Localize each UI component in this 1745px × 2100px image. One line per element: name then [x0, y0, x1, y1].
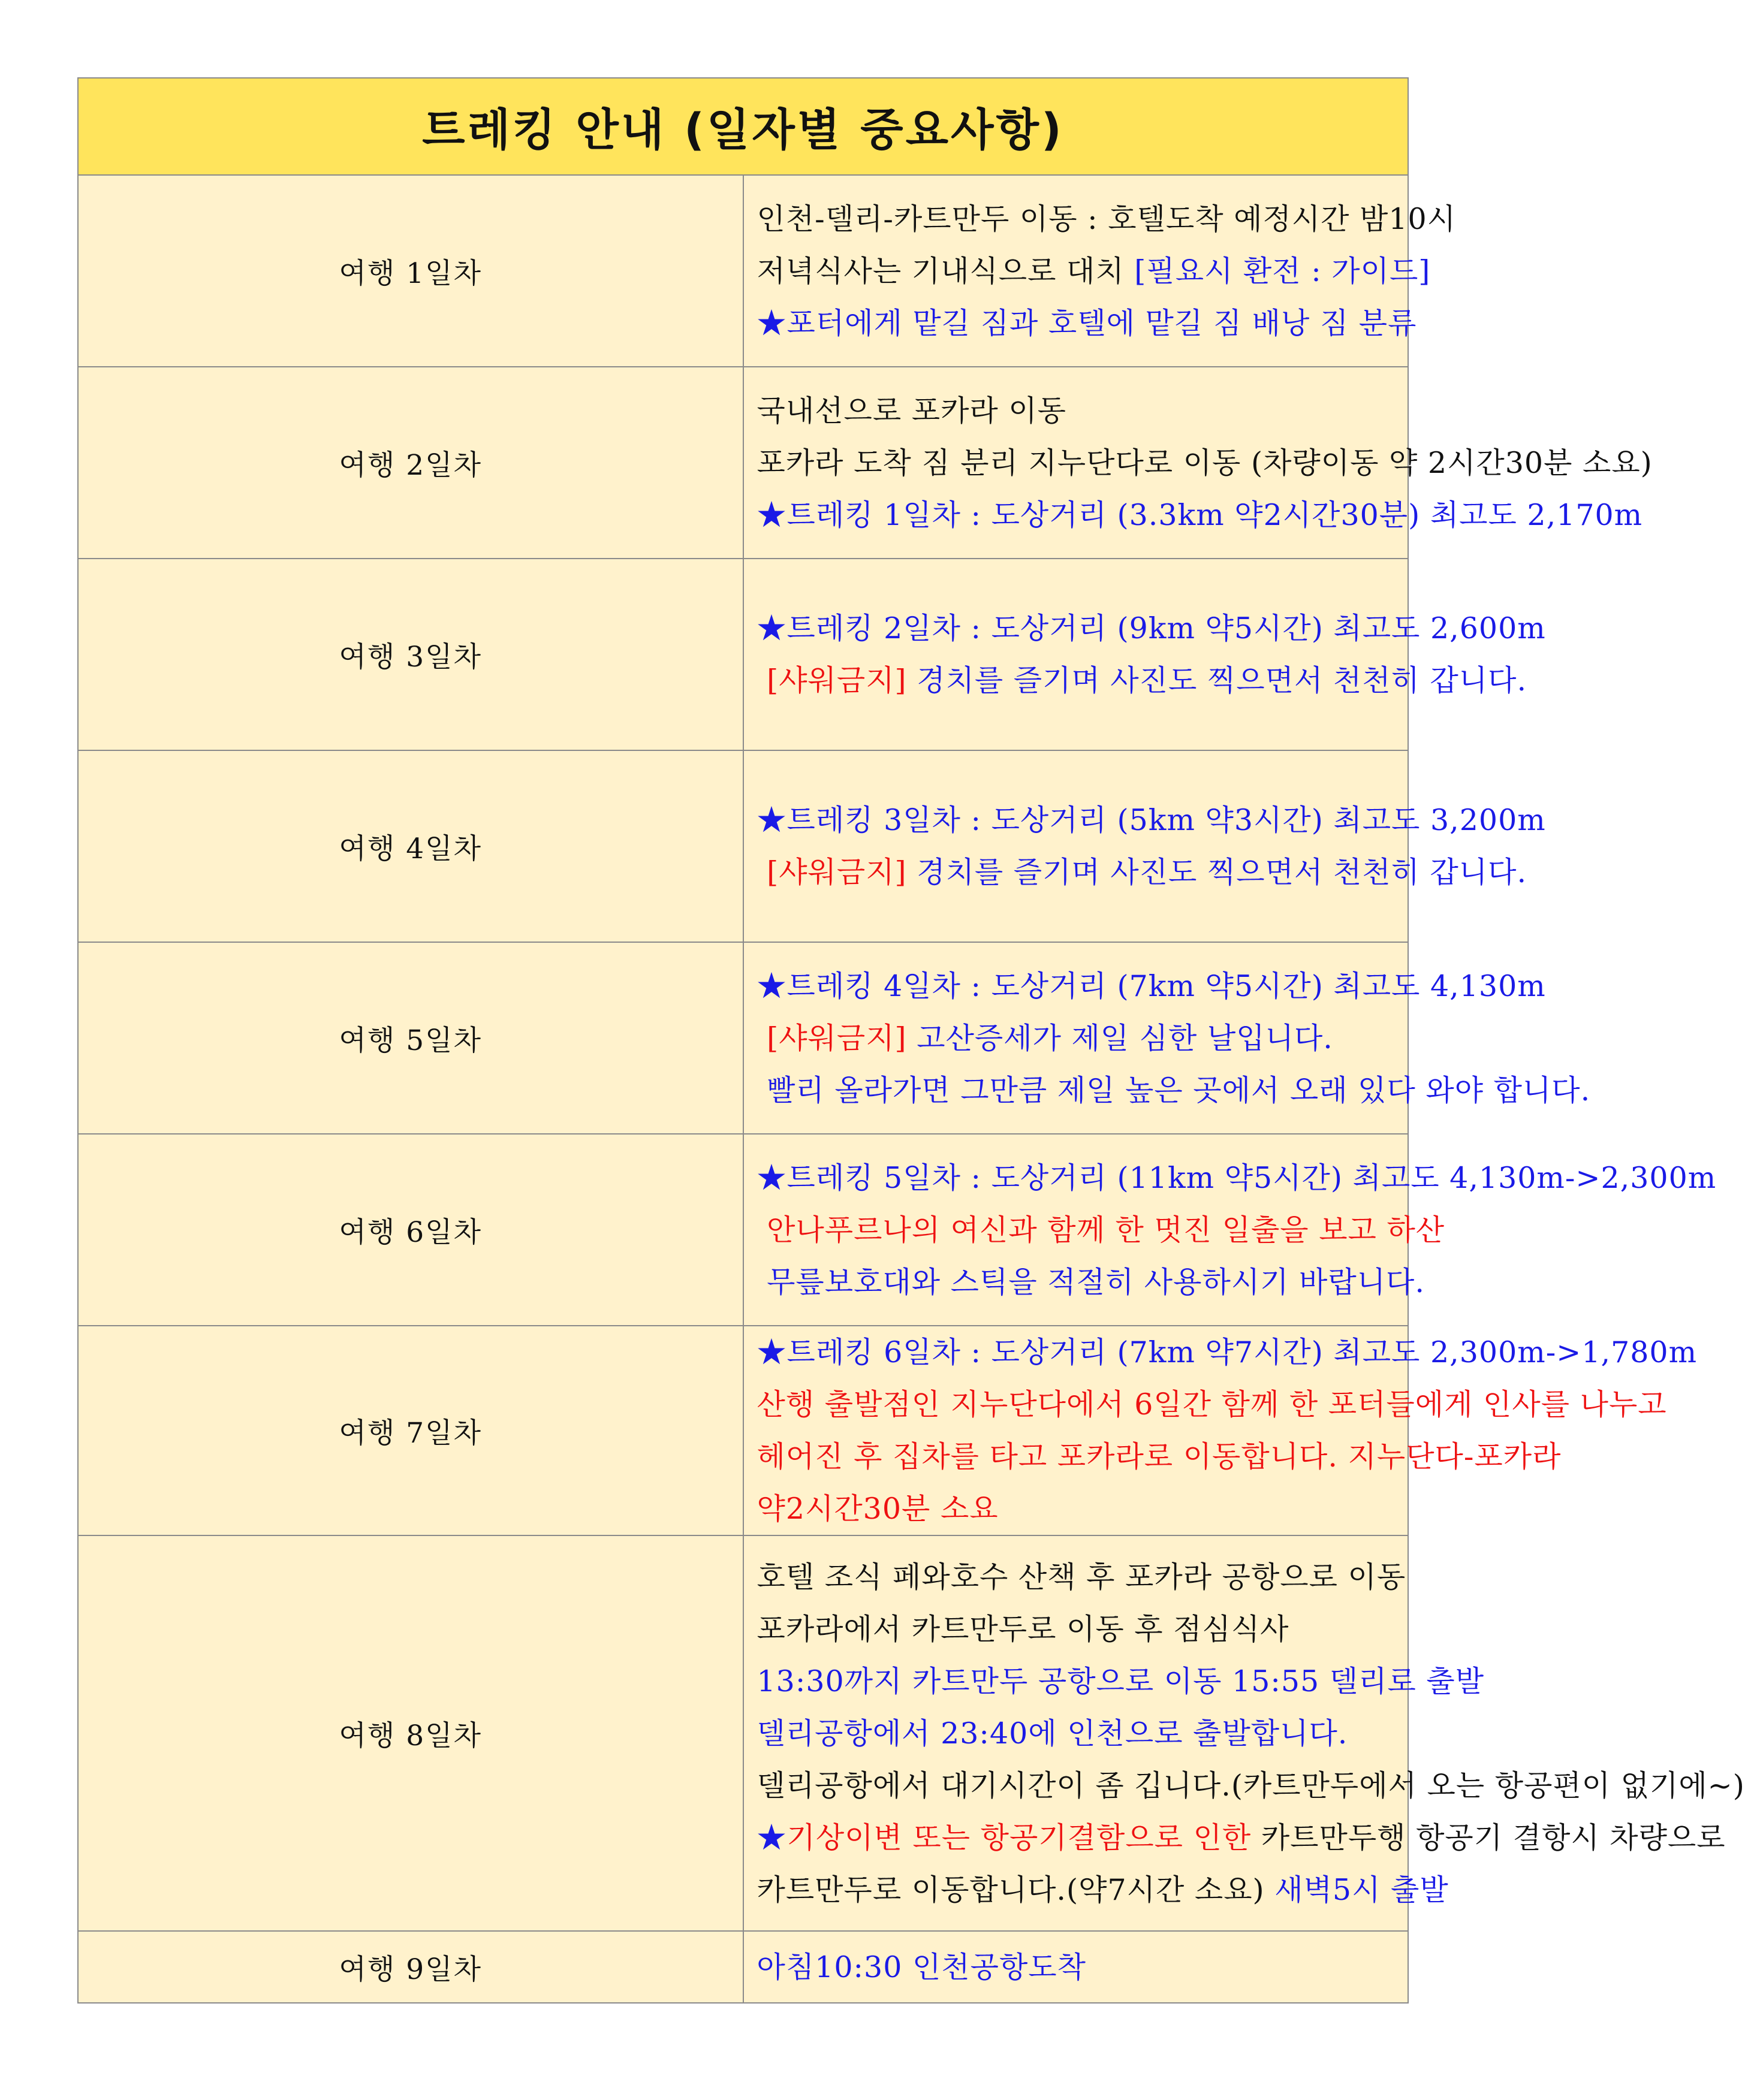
detail-text: 델리공항에서 23:40에 인천으로 출발합니다. — [757, 1716, 1348, 1751]
detail-text: 델리공항에서 대기시간이 좀 깁니다.(카트만두에서 오는 항공편이 없기에~) — [757, 1768, 1745, 1803]
day-label: 여행 6일차 — [78, 1134, 743, 1326]
detail-line — [757, 960, 1546, 1012]
detail-line — [757, 297, 1417, 349]
detail-line — [757, 654, 1527, 707]
day-details — [743, 1134, 1717, 1326]
day-details — [743, 559, 1546, 750]
detail-line — [757, 1864, 1449, 1916]
detail-text: ★트레킹 3일차 : 도상거리 (5km 약3시간) 최고도 3,200m — [757, 803, 1546, 837]
detail-text: 카트만두행 항공기 결항시 차량으로 — [1251, 1820, 1726, 1855]
detail-line — [757, 1655, 1485, 1707]
day-row — [78, 367, 1408, 559]
detail-text: 헤어진 후 집차를 타고 포카라로 이동합니다. 지누단다-포카라 — [757, 1440, 1562, 1474]
itinerary-table-body — [78, 78, 1745, 2003]
day-label: 여행 8일차 — [78, 1535, 743, 1931]
day-row — [78, 1326, 1408, 1535]
detail-text: 호텔 조식 페와호수 산책 후 포카라 공항으로 이동 — [757, 1559, 1406, 1594]
detail-text: ★트레킹 5일차 : 도상거리 (11km 약5시간) 최고도 4,130m->2,300m — [757, 1160, 1717, 1195]
day-row — [78, 1535, 1408, 1931]
detail-line — [757, 1256, 1425, 1308]
day-label: 여행 3일차 — [78, 559, 743, 750]
detail-text: 경치를 즐기며 사진도 찍으면서 천천히 갑니다. — [906, 855, 1527, 889]
detail-text: ★포터에게 맡길 짐과 호텔에 맡길 짐 배낭 짐 분류 — [757, 306, 1417, 340]
detail-text: 빨리 올라가면 그만큼 제일 높은 곳에서 오래 있다 와야 합니다. — [757, 1073, 1591, 1108]
detail-text: 산행 출발점인 지누단다에서 6일간 함께 한 포터들에게 인사를 나누고 — [757, 1387, 1667, 1422]
day-details — [743, 175, 1457, 367]
detail-text: [샤워금지] — [757, 1021, 907, 1055]
detail-line — [757, 1012, 1408, 1064]
detail-text: 포카라 도착 짐 분리 지누단다로 이동 (차량이동 약 2시간30분 소요) — [757, 445, 1653, 480]
detail-text: ★트레킹 6일차 : 도상거리 (7km 약7시간) 최고도 2,300m->1,780m — [757, 1335, 1698, 1369]
detail-text: ★ — [757, 1820, 787, 1855]
detail-text: ★트레킹 4일차 : 도상거리 (7km 약5시간) 최고도 4,130m — [757, 968, 1546, 1003]
detail-text: 포카라에서 카트만두로 이동 후 점심식사 — [757, 1612, 1289, 1646]
detail-line — [757, 1812, 1726, 1864]
detail-text: 경치를 즐기며 사진도 찍으면서 천천히 갑니다. — [906, 663, 1527, 698]
day-label: 여행 9일차 — [78, 1931, 743, 2003]
day-row — [78, 750, 1408, 942]
day-row — [78, 942, 1408, 1134]
detail-line — [757, 385, 1408, 437]
detail-text: 아침10:30 인천공항도착 — [757, 1950, 1086, 1984]
day-row — [78, 1134, 1408, 1326]
detail-line — [757, 1064, 1591, 1117]
document-title: 트레킹 안내 (일자별 중요사항) — [78, 78, 1408, 175]
day-details — [743, 367, 1653, 559]
detail-line — [757, 1483, 1408, 1535]
detail-text: 13:30까지 카트만두 공항으로 이동 15:55 델리로 출발 — [757, 1664, 1485, 1698]
day-row — [78, 1931, 1408, 2003]
detail-line — [757, 193, 1457, 245]
day-label: 여행 7일차 — [78, 1326, 743, 1535]
itinerary-table — [77, 77, 1745, 2004]
detail-line — [757, 794, 1546, 846]
detail-line — [757, 1326, 1698, 1378]
detail-line — [757, 1431, 1562, 1483]
detail-line — [757, 846, 1527, 898]
detail-text: [샤워금지] — [757, 663, 907, 698]
title-row — [78, 78, 1408, 175]
day-details — [743, 1931, 1409, 2003]
detail-text: 저녁식사는 기내식으로 대치 — [757, 254, 1135, 288]
detail-line — [757, 437, 1653, 489]
detail-text: 무릎보호대와 스틱을 적절히 사용하시기 바랍니다. — [757, 1265, 1425, 1299]
day-row — [78, 175, 1408, 367]
detail-text: 고산증세가 제일 심한 날입니다. — [906, 1021, 1333, 1055]
day-label: 여행 5일차 — [78, 942, 743, 1134]
detail-text: ★트레킹 2일차 : 도상거리 (9km 약5시간) 최고도 2,600m — [757, 611, 1546, 645]
day-details — [743, 1326, 1698, 1535]
day-row — [78, 559, 1408, 750]
day-details — [743, 1535, 1745, 1931]
detail-line — [757, 1941, 1408, 1993]
detail-line — [757, 245, 1431, 297]
detail-text: 약2시간30분 소요 — [757, 1492, 999, 1526]
detail-line — [757, 489, 1643, 541]
day-label: 여행 1일차 — [78, 175, 743, 367]
day-label: 여행 4일차 — [78, 750, 743, 942]
detail-text: [필요시 환전 : 가이드] — [1134, 254, 1431, 288]
detail-text: ★트레킹 1일차 : 도상거리 (3.3km 약2시간30분) 최고도 2,170m — [757, 497, 1643, 532]
detail-text: 국내선으로 포카라 이동 — [757, 393, 1066, 428]
day-label: 여행 2일차 — [78, 367, 743, 559]
detail-line — [757, 1152, 1717, 1204]
detail-text: 카트만두로 이동합니다.(약7시간 소요) — [757, 1872, 1275, 1907]
detail-line — [757, 1551, 1408, 1603]
detail-text: 인천-델리-카트만두 이동 : 호텔도착 예정시간 밤10시 — [757, 201, 1457, 236]
detail-text: 기상이변 또는 항공기결함으로 인한 — [786, 1820, 1252, 1855]
detail-text: 새벽5시 출발 — [1274, 1872, 1449, 1907]
day-details — [743, 942, 1591, 1134]
detail-line — [757, 1760, 1745, 1812]
detail-text: 안나푸르나의 여신과 함께 한 멋진 일출을 보고 하산 — [757, 1212, 1445, 1247]
detail-line — [757, 602, 1546, 654]
day-details — [743, 750, 1546, 942]
detail-text: [샤워금지] — [757, 855, 907, 889]
detail-line — [757, 1378, 1667, 1431]
detail-line — [757, 1603, 1408, 1655]
detail-line — [757, 1707, 1408, 1760]
detail-line — [757, 1204, 1445, 1256]
